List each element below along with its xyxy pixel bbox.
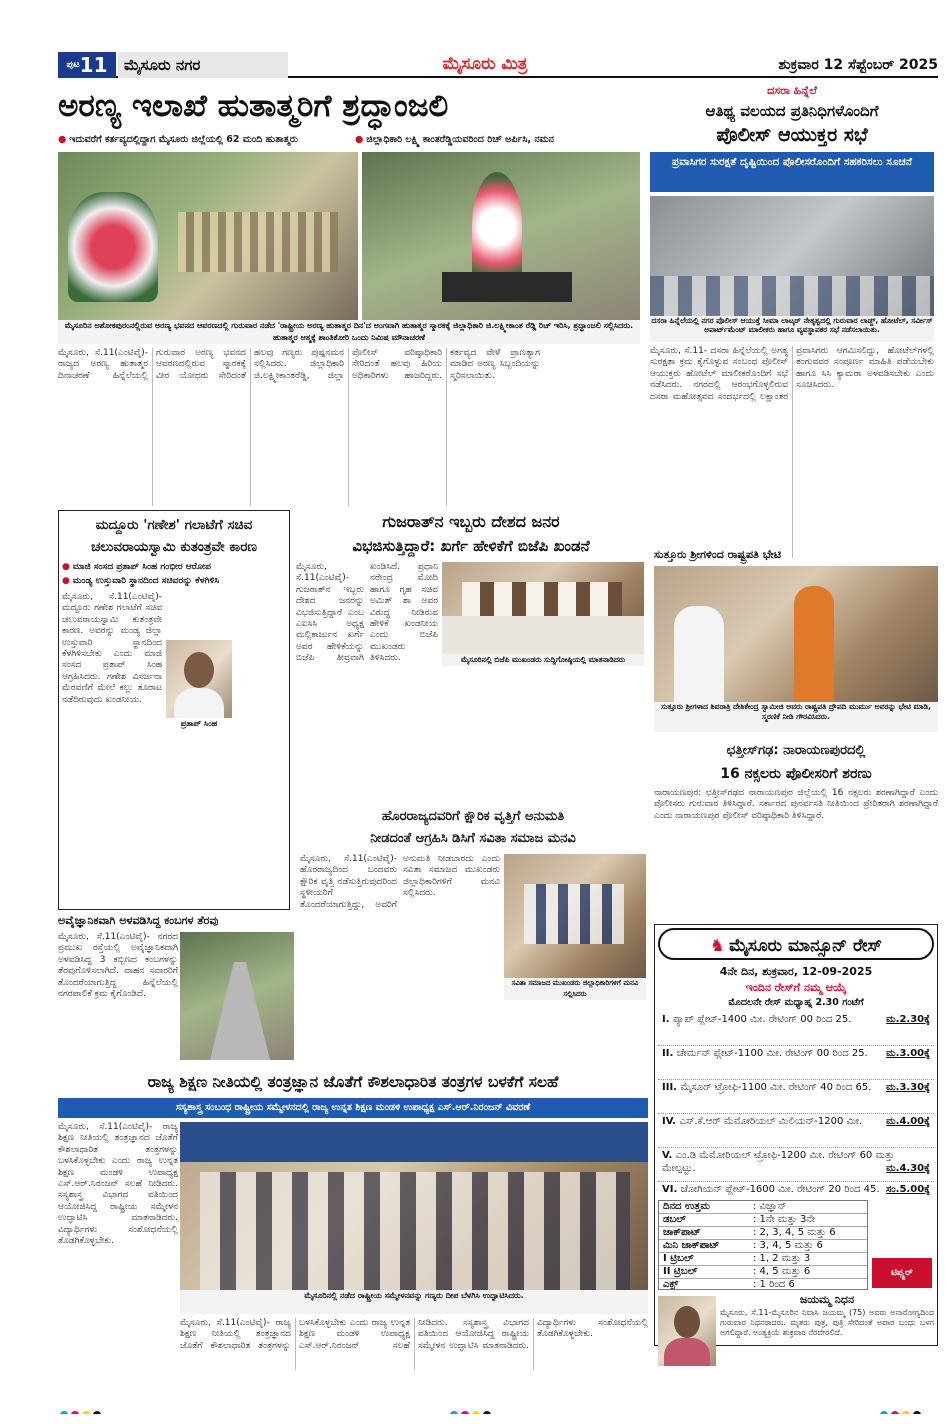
race-title bbox=[658, 928, 934, 960]
education-headline: ರಾಜ್ಯ ಶಿಕ್ಷಣ ನೀತಿಯಲ್ಲಿ ತಂತ್ರಜ್ಞಾನ ಜೊತೆಗೆ ಕೌಶಲಾಧಾರಿತ ತಂತ್ರಗಳ ಬಳಕೆಗೆ ಸಲಹೆ bbox=[147, 1073, 559, 1091]
race-time: ಸಂ.5.00ಕ್ಕೆ bbox=[885, 1184, 930, 1195]
race-number: VI. bbox=[662, 1184, 681, 1195]
gujarat-body: ಮೈಸೂರು, ಸೆ.11(ಎಂಟಿವೈ)- ಗುಜರಾತ್‌ನ ಇಬ್ಬರು ದೇಶದ ಜನರನ್ನು ವಿಭಜಿಸುತ್ತಿದ್ದಾರೆ ಎಂಬ ಎಐಸಿಸಿ ಅಧ್ಯಕ್ಷ ಮಲ್ಲಿಕಾರ್ಜುನ ಖರ್ಗೆ ಅವರ ಹೇಳಿಕೆಯನ್ನು ಬಿಜೆಪಿ ತೀವ್ರವಾಗಿ ಖಂಡಿಸಿದೆ. ಪ್ರಧಾನಿ ನರೇಂದ್ರ ಮೋದಿ ಹಾಗೂ ಗೃಹ ಸಚಿವ ಅಮಿತ್ ಶಾ ಅವರ ವಿರುದ್ಧ ನೀಡಿರುವ ಹೇಳಿಕೆ ಖಂಡನೀಯ ಎಂದು ಬಿಜೆಪಿ ಮುಖಂಡರು ತಿಳಿಸಿದರು. bbox=[296, 562, 438, 664]
ganesha-headline-1: ಮದ್ದೂರು 'ಗಣೇಶ' ಗಲಾಟೆಗೆ ಸಚಿವ bbox=[95, 517, 253, 533]
registration-marks-left bbox=[60, 1404, 120, 1414]
lead-photo-2 bbox=[362, 152, 640, 320]
race-table-value: : 1ನೇ ಮತ್ತು 3ನೇ bbox=[753, 1214, 816, 1225]
suttur-caption: ಸುತ್ತೂರು ಶ್ರೀಗಳಾದ ಶಿವರಾತ್ರಿ ದೇಶಿಕೇಂದ್ರ ಸ್ವಾಮೀಜಿ ಅವರು ರಾಷ್ಟ್ರಪತಿ ದ್ರೌಪದಿ ಮುರ್ಮು ಅವರನ್ನು ಭೇಟಿ ಮಾಡಿ, ಸ್ಮರಣಿಕೆ ನೀಡಿ ಗೌರವಿಸಿದರು. bbox=[654, 702, 938, 732]
obituary-photo bbox=[658, 1296, 716, 1366]
registration-marks-right bbox=[880, 1404, 940, 1414]
race-day: 4ನೇ ದಿನ, ಶುಕ್ರವಾರ, 12-09-2025 bbox=[719, 965, 873, 978]
pratap-simha-photo bbox=[166, 640, 232, 718]
kambala-photo bbox=[180, 932, 294, 1060]
dasara-photo bbox=[650, 196, 934, 316]
lead-headline: ಅರಣ್ಯ ಇಲಾಖೆ ಹುತಾತ್ಮರಿಗೆ ಶ್ರದ್ಧಾಂಜಲಿ bbox=[58, 88, 449, 124]
race-table-value: : 3, 4, 5 ಮತ್ತು 6 bbox=[753, 1240, 823, 1251]
kambala-headline: ಅವೈಜ್ಞಾನಿಕವಾಗಿ ಅಳವಡಿಸಿದ್ದ ಕಂಬಗಳ ತೆರವು bbox=[58, 914, 219, 927]
gujarat-headline-2: ವಿಭಜಿಸುತ್ತಿದ್ದಾರೆ: ಖರ್ಗೆ ಹೇಳಿಕೆಗೆ ಬಿಜೆಪಿ ಖಂಡನೆ bbox=[352, 537, 590, 555]
lead-body: ಮೈಸೂರು, ಸೆ.11(ಎಂಟಿವೈ)- ರಾಜ್ಯದ ಅರಣ್ಯ ಹುತಾತ್ಮರ ದಿನಾಚರಣೆ ಹಿನ್ನೆಲೆಯಲ್ಲಿ ಗುರುವಾರ ಅರಣ್ಯ ಭವನದ ಆವರಣದಲ್ಲಿರುವ ಸ್ಮಾರಕಕ್ಕೆ ವೀರ ಯೋಧರು ಸೇರಿದಂತೆ ಹಲವು ಗಣ್ಯರು ಪುಷ್ಪನಮನ ಸಲ್ಲಿಸಿದರು. ಜಿಲ್ಲಾಧಿಕಾರಿ ಜಿ.ಲಕ್ಷ್ಮೀಕಾಂತರೆಡ್ಡಿ, ಜಿಲ್ಲಾ ಪೊಲೀಸ್ ವರಿಷ್ಠಾಧಿಕಾರಿ ಸೇರಿದಂತೆ ಹಲವು ಹಿರಿಯ ಅಧಿಕಾರಿಗಳು ಹಾಜರಿದ್ದರು. ಕರ್ತವ್ಯದ ವೇಳೆ ಪ್ರಾಣತ್ಯಾಗ ಮಾಡಿದ ಅರಣ್ಯ ಸಿಬ್ಬಂದಿಯನ್ನು ಸ್ಮರಿಸಲಾಯಿತು. bbox=[58, 348, 540, 381]
kambala-body: ಮೈಸೂರು, ಸೆ.11(ಎಂಟಿವೈ)- ನಗರದ ಪ್ರಮುಖ ರಸ್ತೆಯಲ್ಲಿ ಅವೈಜ್ಞಾನಿಕವಾಗಿ ಅಳವಡಿಸಿದ್ದ 3 ಕಬ್ಬಿಣದ ಕಂಬಗಳನ್ನು ತೆರವುಗೊಳಿಸಲಾಗಿದೆ. ವಾಹನ ಸವಾರರಿಗೆ ತೊಂದರೆಯಾಗುತ್ತಿದ್ದ ಹಿನ್ನೆಲೆಯಲ್ಲಿ ನಗರಪಾಲಿಕೆ ಕ್ರಮ ಕೈಗೊಂಡಿದೆ. bbox=[58, 932, 178, 1000]
race-title-text: ಮೈಸೂರು ಮಾನ್ಸೂನ್ ರೇಸ್ bbox=[729, 936, 883, 956]
race-number: I. bbox=[662, 1014, 674, 1025]
lead-photo-1 bbox=[58, 152, 358, 320]
chhattisgarh-headline-2: 16 ನಕ್ಸಲರು ಪೊಲೀಸರಿಗೆ ಶರಣು bbox=[720, 766, 872, 782]
race-table-value: : 2, 3, 4, 5 ಮತ್ತು 6 bbox=[753, 1227, 836, 1238]
pratap-simha-label: ಪ್ರತಾಪ್ ಸಿಂಹ bbox=[180, 719, 218, 728]
race-table-key: ಮಿನಿ ಜಾಕ್‌ಪಾಟ್ bbox=[663, 1240, 720, 1251]
dasara-headline-2: ಪೊಲೀಸ್ ಆಯುಕ್ತರ ಸಭೆ bbox=[716, 124, 868, 146]
chhattisgarh-body: ನಾರಾಯಣಪುರ: ಛತ್ತೀಸ್‌ಗಢದ ನಾರಾಯಣಪುರ ಜಿಲ್ಲೆಯಲ್ಲಿ 16 ನಕ್ಸಲರು ಶರಣಾಗಿದ್ದಾರೆ ಎಂದು ಪೊಲೀಸರು ಗುರುವಾರ ತಿಳಿಸಿದ್ದಾರೆ. ಸರ್ಕಾರದ ಪುನರ್ವಸತಿ ನೀತಿಯಿಂದ ಪ್ರೇರಿತರಾಗಿ ಶರಣಾಗಿದ್ದಾರೆ ಎಂದು ನಾರಾಯಣಪುರ ಪೊಲೀಸ್ ವರಿಷ್ಠಾಧಿಕಾರಿ ತಿಳಿಸಿದ್ದಾರೆ. bbox=[654, 788, 938, 821]
race-number: III. bbox=[662, 1082, 681, 1093]
savita-headline-2: ನೀಡದಂತೆ ಆಗ್ರಹಿಸಿ ಡಿಸಿಗೆ ಸವಿತಾ ಸಮಾಜ ಮನವಿ bbox=[370, 831, 576, 846]
education-photo bbox=[180, 1122, 648, 1290]
race-table-key: ಎಕ್ಸ್ bbox=[663, 1279, 679, 1290]
education-subhead: ಸಸ್ಯಶಾಸ್ತ್ರ ಸಂಬಂಧ ರಾಷ್ಟ್ರೀಯ ಸಮ್ಮೇಳನದಲ್ಲಿ ರಾಜ್ಯ ಉನ್ನತ ಶಿಕ್ಷಣ ಮಂಡಳಿ ಉಪಾಧ್ಯಕ್ಷ ಎಸ್.ಆರ್.ನಿರಂಜನ್ ವಿವರಣೆ bbox=[58, 1098, 648, 1118]
chhattisgarh-headline-1: ಛತ್ತೀಸ್‌ಗಢ: ನಾರಾಯಣಪುರದಲ್ಲಿ bbox=[726, 743, 866, 758]
race-table-value: : 1, 2 ಮತ್ತು 3 bbox=[753, 1253, 811, 1264]
race-table-row bbox=[659, 1214, 867, 1227]
education-body-continued bbox=[180, 1318, 648, 1370]
dasara-kicker bbox=[646, 82, 938, 100]
tipster-badge: ಟಿಪ್ಸ್ಟರ್ bbox=[872, 1258, 932, 1288]
race-number: IV. bbox=[662, 1116, 680, 1127]
obituary-headline: ಜಯಮ್ಮ ನಿಧನ bbox=[799, 1293, 855, 1306]
race-table-row bbox=[659, 1266, 867, 1279]
savita-headline-1: ಹೊರರಾಜ್ಯದವರಿಗೆ ಕ್ಷೌರಿಕ ವೃತ್ತಿಗೆ ಅನುಮತಿ bbox=[381, 809, 565, 824]
page-number-badge bbox=[58, 52, 116, 78]
race-table-key: ಡಬಲ್ bbox=[663, 1214, 686, 1225]
ganesha-headline-2: ಚಲುವರಾಯಸ್ವಾಮಿ ಕುತಂತ್ರವೇ ಕಾರಣ bbox=[91, 539, 257, 555]
race-number: II. bbox=[662, 1048, 677, 1059]
lead-bullet-2: ● ಜಿಲ್ಲಾಧಿಕಾರಿ ಲಕ್ಷ್ಮಿ ಕಾಂತರೆಡ್ಡಿಯವರಿಂದ ರಿಚ್ ಅರ್ಪಿಸಿ, ನಮನ bbox=[355, 132, 640, 148]
lead-photo-caption: ಮೈಸೂರಿನ ಅಶೋಕಪುರಂನಲ್ಲಿರುವ ಅರಣ್ಯ ಭವನದ ಆವರಣದಲ್ಲಿ ಗುರುವಾರ ನಡೆದ 'ರಾಷ್ಟ್ರೀಯ ಅರಣ್ಯ ಹುತಾತ್ಮರ ದಿನ'ದ ಅಂಗವಾಗಿ ಹುತಾತ್ಮರ ಸ್ಮಾರಕಕ್ಕೆ ಜಿಲ್ಲಾಧಿಕಾರಿ ಜಿ.ಲಕ್ಷ್ಮೀಕಾಂತ ರೆಡ್ಡಿ ರಿಚ್ ಇರಿಸಿ, ಶ್ರದ್ಧಾಂಜಲಿ ಸಲ್ಲಿಸಿದರು. ಹುತಾತ್ಮರ ಆತ್ಮಕ್ಕೆ ಶಾಂತಿಕೋರಿ ಒಂದು ನಿಮಿಷ ಮೌನಾಚರಣೆ bbox=[58, 320, 640, 344]
race-table-row bbox=[659, 1253, 867, 1266]
dasara-caption: ದಸರಾ ಹಿನ್ನೆಲೆಯಲ್ಲಿ ನಗರ ಪೊಲೀಸ್ ಆಯುಕ್ತೆ ಸೀಮಾ ಲಾಟ್ಕರ್ ನೇತೃತ್ವದಲ್ಲಿ ಗುರುವಾರ ಲಾಡ್ಜ್, ಹೋಟೆಲ್, ಸರ್ವೀಸ್ ಅಪಾರ್ಟ್‌ಮೆಂಟ್ ಮಾಲೀಕರು ಹಾಗೂ ವ್ಯವಸ್ಥಾಪಕರ ಸಭೆ ನಡೆಸಲಾಯಿತು. bbox=[650, 316, 934, 342]
race-table-value: : 4, 5 ಮತ್ತು 6 bbox=[753, 1266, 811, 1277]
lead-bullet-1: ● ಇದುವರೆಗೆ ಕರ್ತವ್ಯದಲ್ಲಿದ್ದಾಗ ಮೈಸೂರು ಜಿಲ್ಲೆಯಲ್ಲಿ 62 ಮಂದಿ ಹುತಾತ್ಮರು bbox=[58, 132, 353, 148]
race-description: ಎಸ್.ಕೆ.ಆರ್ ಮೆಮೋರಿಯಲ್ ಮಿಲಿಯನ್-1200 ಮೀ. bbox=[679, 1116, 863, 1127]
race-table-key: ಜಾಕ್‌ಪಾಟ್ bbox=[663, 1227, 701, 1238]
race-description: ಎಂ.ಡಿ ಮೆಮೋರಿಯಲ್ ಟ್ರೋಫಿ-1200 ಮೀ. ರೇಟಿಂಗ್ 60 ಮತ್ತು ಮೇಲ್ಪಟ್ಟು. bbox=[662, 1150, 895, 1174]
gujarat-headline-1: ಗುಜರಾತ್‌ನ ಇಬ್ಬರು ದೇಶದ ಜನರ bbox=[382, 512, 560, 531]
race-table-key: ದಿನದ ಉತ್ತಮ bbox=[663, 1201, 710, 1212]
suttur-photo bbox=[654, 566, 938, 702]
savita-photo bbox=[504, 854, 646, 978]
race-start: ಮೊದಲನೇ ರೇಸ್ ಮಧ್ಯಾಹ್ನ 2.30 ಗಂಟೆಗೆ bbox=[728, 997, 864, 1008]
savita-body: ಮೈಸೂರು, ಸೆ.11(ಎಂಟಿವೈ)- ಹೊರರಾಜ್ಯದಿಂದ ಬಂದವರು ಕ್ಷೌರಿಕ ವೃತ್ತಿ ನಡೆಸುತ್ತಿರುವುದರಿಂದ ಸ್ಥಳೀಯರಿಗೆ ತೊಂದರೆಯಾಗುತ್ತಿದ್ದು, ಅವರಿಗೆ ಅನುಮತಿ ನೀಡಬಾರದು ಎಂದು ಸವಿತಾ ಸಮಾಜದ ಮುಖಂಡರು ಜಿಲ್ಲಾಧಿಕಾರಿಗಳಿಗೆ ಮನವಿ ಸಲ್ಲಿಸಿದರು. bbox=[300, 854, 500, 910]
dasara-body: ಮೈಸೂರು, ಸೆ.11- ದಸರಾ ಹಿನ್ನೆಲೆಯಲ್ಲಿ ಅಗತ್ಯ ಸುರಕ್ಷತಾ ಕ್ರಮ ಕೈಗೊಳ್ಳುವ ಸಂಬಂಧ ಪೊಲೀಸ್ ಆಯುಕ್ತರು ಹೋಟೆಲ್ ಮಾಲೀಕರೊಂದಿಗೆ ಸಭೆ ನಡೆಸಿದರು. ನಗರದಲ್ಲಿ ಆರಂಭಗೊಳ್ಳಲಿರುವ ದಸರಾ ಮಹೋತ್ಸವದ ಸಂದರ್ಭದಲ್ಲಿ ಲಕ್ಷಾಂತರ ಪ್ರವಾಸಿಗರು ಆಗಮಿಸಲಿದ್ದು, ಹೋಟೆಲ್‌ಗಳಲ್ಲಿ ತಂಗುವವರ ಸಂಪೂರ್ಣ ಮಾಹಿತಿ ಪಡೆಯಬೇಕು ಹಾಗೂ ಸಿಸಿ ಕ್ಯಾಮರಾ ಅಳವಡಿಸಬೇಕು ಎಂದು ಸೂಚಿಸಿದರು. bbox=[650, 346, 934, 402]
race-description: ಚೇರ್ಮನ್ ಪ್ಲೇಟ್-1100 ಮೀ. ರೇಟಿಂಗ್ 00 ರಿಂದ 25. bbox=[676, 1048, 868, 1059]
ganesha-sub-2: ● ಮಂಡ್ಯ ಉಸ್ತುವಾರಿ ಸ್ಥಾನದಿಂದ ಸಚಿವರನ್ನು ಕೆಳಗಿಳಿಸಿ bbox=[62, 574, 286, 588]
race-table bbox=[658, 1200, 868, 1290]
issue-date: ಶುಕ್ರವಾರ 12 ಸೆಪ್ಟೆಂಬರ್ 2025 bbox=[778, 57, 938, 73]
suttur-headline: ಸುತ್ತೂರು ಶ್ರೀಗಳಿಂದ ರಾಷ್ಟ್ರಪತಿ ಭೇಟಿ bbox=[654, 548, 782, 561]
race-description: ಪ್ಯಾಪ್ ಪ್ಲೇಟ್-1400 ಮೀ. ರೇಟಿಂಗ್ 00 ರಿಂದ 25. bbox=[673, 1014, 852, 1025]
savita-caption: ಸವಿತಾ ಸಮಾಜದ ಮುಖಂಡರು ಜಿಲ್ಲಾಧಿಕಾರಿಗಳಿಗೆ ಮನವಿ ಸಲ್ಲಿಸಿದರು bbox=[504, 978, 646, 1000]
race-row bbox=[658, 1046, 934, 1080]
race-description: ಜೋಗಿಯನ್ ಪ್ಲೇಟ್-1600 ಮೀ. ರೇಟಿಂಗ್ 20 ರಿಂದ 45. bbox=[680, 1184, 880, 1195]
education-body-text: ಮೈಸೂರು, ಸೆ.11(ಎಂಟಿವೈ)- ರಾಜ್ಯ ಶಿಕ್ಷಣ ನೀತಿಯಲ್ಲಿ ತಂತ್ರಜ್ಞಾನದ ಜೊತೆಗೆ ಕೌಶಲಾಧಾರಿತ ತಂತ್ರಗಳನ್ನು ಬಳಸಿಕೊಳ್ಳಬೇಕು ಎಂದು ರಾಜ್ಯ ಉನ್ನತ ಶಿಕ್ಷಣ ಮಂಡಳಿ ಉಪಾಧ್ಯಕ್ಷ ಎಸ್.ಆರ್.ನಿರಂಜನ್ ಸಲಹೆ ನೀಡಿದರು. ಸಸ್ಯಶಾಸ್ತ್ರ ವಿಭಾಗದ ವತಿಯಿಂದ ಆಯೋಜಿಸಿದ್ದ ರಾಷ್ಟ್ರೀಯ ಸಮ್ಮೇಳನ ಉದ್ಘಾಟಿಸಿ ಮಾತನಾಡಿದರು. ವಿದ್ಯಾರ್ಥಿಗಳು ಸಂಶೋಧನೆಯಲ್ಲಿ ತೊಡಗಿಕೊಳ್ಳಬೇಕು. bbox=[180, 1318, 648, 1351]
ganesha-body: ಮೈಸೂರು, ಸೆ.11(ಎಂಟಿವೈ)- ಮದ್ದೂರು ಗಣೇಶ ಗಲಾಟೆಗೆ ಸಚಿವ ಚಲುವರಾಯಸ್ವಾಮಿ ಕುತಂತ್ರವೇ ಕಾರಣ. ಅವರನ್ನು ಮಂಡ್ಯ ಜಿಲ್ಲಾ ಉಸ್ತುವಾರಿ ಸ್ಥಾನದಿಂದ ಕೆಳಗಿಳಿಸಬೇಕು ಎಂದು ಮಾಜಿ ಸಂಸದ ಪ್ರತಾಪ್ ಸಿಂಹ ಆಗ್ರಹಿಸಿದರು. ಗಣೇಶ ವಿಸರ್ಜನಾ ಮೆರವಣಿಗೆ ಮೇಲೆ ಕಲ್ಲು ತೂರಾಟ ನಡೆದಿರುವುದು ಖಂಡನೀಯ. bbox=[62, 592, 162, 705]
race-list bbox=[658, 1012, 934, 1198]
gujarat-caption: ಮೈಸೂರಿನಲ್ಲಿ ಬಿಜೆಪಿ ಮುಖಂಡರು ಸುದ್ದಿಗೋಷ್ಠಿಯಲ್ಲಿ ಮಾತನಾಡಿದರು bbox=[442, 654, 644, 666]
education-caption: ಮೈಸೂರಿನಲ್ಲಿ ನಡೆದ ರಾಷ್ಟ್ರೀಯ ಸಮ್ಮೇಳನವನ್ನು ಗಣ್ಯರು ದೀಪ ಬೆಳಗಿಸಿ ಉದ್ಘಾಟಿಸಿದರು. bbox=[180, 1290, 648, 1314]
dasara-kicker-text: ದಸರಾ ಹಿನ್ನೆಲೆ bbox=[767, 84, 817, 97]
horse-icon: ♞ bbox=[709, 936, 726, 956]
gujarat-photo bbox=[442, 562, 644, 654]
education-body: ಮೈಸೂರು, ಸೆ.11(ಎಂಟಿವೈ)- ರಾಜ್ಯ ಶಿಕ್ಷಣ ನೀತಿಯಲ್ಲಿ ತಂತ್ರಜ್ಞಾನದ ಜೊತೆಗೆ ಕೌಶಲಾಧಾರಿತ ತಂತ್ರಗಳನ್ನು ಬಳಸಿಕೊಳ್ಳಬೇಕು ಎಂದು ರಾಜ್ಯ ಉನ್ನತ ಶಿಕ್ಷಣ ಮಂಡಳಿ ಉಪಾಧ್ಯಕ್ಷ ಎಸ್.ಆರ್.ನಿರಂಜನ್ ಸಲಹೆ ನೀಡಿದರು. ಸಸ್ಯಶಾಸ್ತ್ರ ವಿಭಾಗದ ವತಿಯಿಂದ ಆಯೋಜಿಸಿದ್ದ ರಾಷ್ಟ್ರೀಯ ಸಮ್ಮೇಳನ ಉದ್ಘಾಟಿಸಿ ಮಾತನಾಡಿದರು. ವಿದ್ಯಾರ್ಥಿಗಳು ಸಂಶೋಧನೆಯಲ್ಲಿ ತೊಡಗಿಕೊಳ್ಳಬೇಕು. bbox=[58, 1122, 178, 1247]
race-table-row bbox=[659, 1227, 867, 1240]
page-number: 11 bbox=[79, 53, 108, 77]
race-time: ಮ.3.30ಕ್ಕೆ bbox=[886, 1082, 930, 1093]
race-table-key: II ಟ್ರಿಬಲ್ bbox=[663, 1266, 698, 1277]
race-table-value: : ವಿಜ್ಞಾನ್ bbox=[753, 1201, 787, 1212]
race-table-row bbox=[659, 1279, 867, 1290]
race-number: V. bbox=[662, 1150, 676, 1161]
dasara-subhead: ಪ್ರವಾಸಿಗರ ಸುರಕ್ಷತೆ ದೃಷ್ಟಿಯಿಂದ ಪೊಲೀಸರೊಂದಿಗೆ ಸಹಕರಿಸಲು ಸೂಚನೆ bbox=[650, 152, 934, 192]
race-time: ಮ.4.30ಕ್ಕೆ bbox=[886, 1163, 930, 1174]
section-title: ಮೈಸೂರು ನಗರ bbox=[118, 52, 288, 78]
race-row bbox=[658, 1182, 934, 1198]
race-table-row bbox=[659, 1240, 867, 1253]
race-description: ಮೈಸೂರ್ ಟ್ರೋಫಿ-1100 ಮೀ. ರೇಟಿಂಗ್ 40 ರಿಂದ 65. bbox=[680, 1082, 872, 1093]
race-table-value: : 1 ರಿಂದ 6 bbox=[753, 1279, 795, 1290]
race-row bbox=[658, 1148, 934, 1182]
race-row bbox=[658, 1012, 934, 1046]
race-table-row bbox=[659, 1201, 867, 1214]
race-time: ಮ.2.30ಕ್ಕೆ bbox=[886, 1014, 930, 1025]
ganesha-sub-1: ● ಮಾಜಿ ಸಂಸದ ಪ್ರತಾಪ್ ಸಿಂಹ ಗಂಭೀರ ಆರೋಪ bbox=[62, 560, 286, 574]
page-label: ಪುಟ bbox=[66, 60, 80, 70]
brand-logo: ಮೈಸೂರು ಮಿತ್ರ bbox=[442, 54, 528, 74]
race-table-key: I ಟ್ರಿಬಲ್ bbox=[663, 1253, 694, 1264]
race-row bbox=[658, 1114, 934, 1148]
race-time: ಮ.3.00ಕ್ಕೆ bbox=[886, 1048, 930, 1059]
dasara-headline-1: ಆತಿಥ್ಯ ವಲಯದ ಪ್ರತಿನಿಧಿಗಳೊಂದಿಗೆ bbox=[705, 102, 879, 120]
race-time: ಮ.4.00ಕ್ಕೆ bbox=[886, 1116, 930, 1127]
registration-marks-center bbox=[450, 1404, 510, 1414]
obituary-body: ಮೈಸೂರು, ಸೆ.11-ಮೈಸೂರಿನ ನಿವಾಸಿ ಜಯಮ್ಮ (75) ಅವರು ಅನಾರೋಗ್ಯದಿಂದ ಗುರುವಾರ ನಿಧನರಾದರು. ಮೃತರು ಪುತ್ರ, ಪುತ್ರಿ ಸೇರಿದಂತೆ ಅಪಾರ ಬಂಧು ಬಳಗ ಅಗಲಿದ್ದಾರೆ. ಅಂತ್ಯಕ್ರಿಯೆ ಶುಕ್ರವಾರ ನೆರವೇರಲಿದೆ. bbox=[720, 1308, 934, 1337]
race-row bbox=[658, 1080, 934, 1114]
race-tagline: ಇಂದಿನ ರೇಸ್‌ಗೆ ನಮ್ಮ ಆಯ್ಕೆ bbox=[745, 981, 847, 994]
